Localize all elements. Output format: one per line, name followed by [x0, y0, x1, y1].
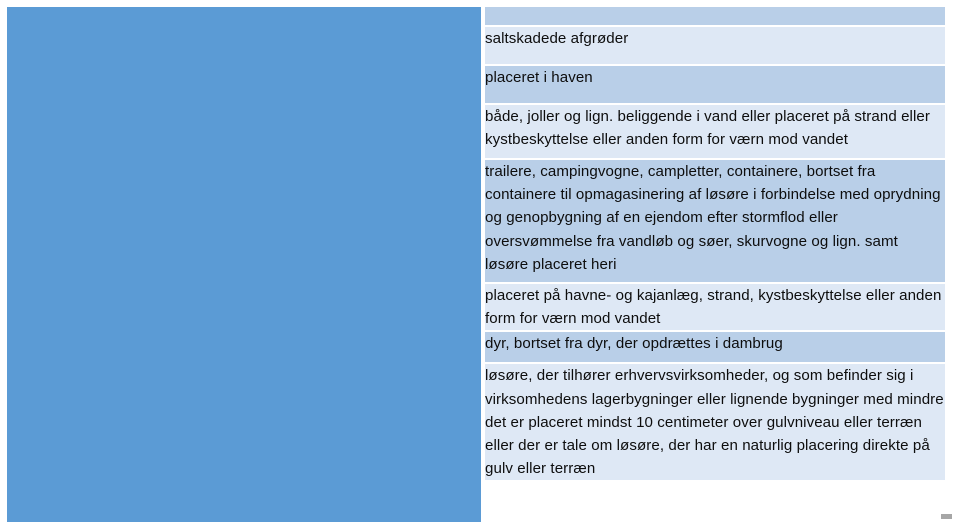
table-cell-text[interactable] [485, 7, 945, 25]
blue-content-panel [7, 7, 481, 522]
table-cell-text[interactable]: placeret på havne- og kajanlæg, strand, kystbeskyttelse eller anden form for værn mod vandet [485, 284, 945, 330]
resize-handle[interactable] [941, 514, 952, 519]
table-row[interactable] [485, 7, 945, 25]
table-row[interactable] [485, 332, 945, 362]
table-cell-text[interactable]: saltskadede afgrøder [485, 27, 945, 64]
exclusions-table-body [485, 7, 945, 480]
table-cell-text[interactable]: dyr, bortset fra dyr, der opdrættes i dambrug [485, 332, 945, 362]
table-row[interactable] [485, 66, 945, 103]
table-cell-text[interactable]: løsøre, der tilhører erhvervsvirksomheder, og som befinder sig i virksomhedens lagerbygninger eller lignende bygninger med mindre det er placeret mindst 10 centimeter over gulvniveau eller terræn eller der er tale om løsøre, der har en naturlig placering direkte på gulv eller terræn [485, 364, 945, 480]
table-row[interactable] [485, 160, 945, 282]
table-row[interactable] [485, 364, 945, 480]
table-cell-text[interactable]: placeret i haven [485, 66, 945, 103]
exclusions-table [485, 7, 945, 480]
table-row[interactable] [485, 284, 945, 330]
table-cell-text[interactable]: trailere, campingvogne, campletter, containere, bortset fra containere til opmagasinering af løsøre i forbindelse med oprydning og genopbygning af en ejendom efter stormflod eller oversvømmelse fra vandløb og søer, skurvogne og lign. samt løsøre placeret heri [485, 160, 945, 282]
table-row[interactable] [485, 105, 945, 158]
table-row[interactable] [485, 27, 945, 64]
table-cell-text[interactable]: både, joller og lign. beliggende i vand eller placeret på strand eller kystbeskyttelse eller anden form for værn mod vandet [485, 105, 945, 158]
